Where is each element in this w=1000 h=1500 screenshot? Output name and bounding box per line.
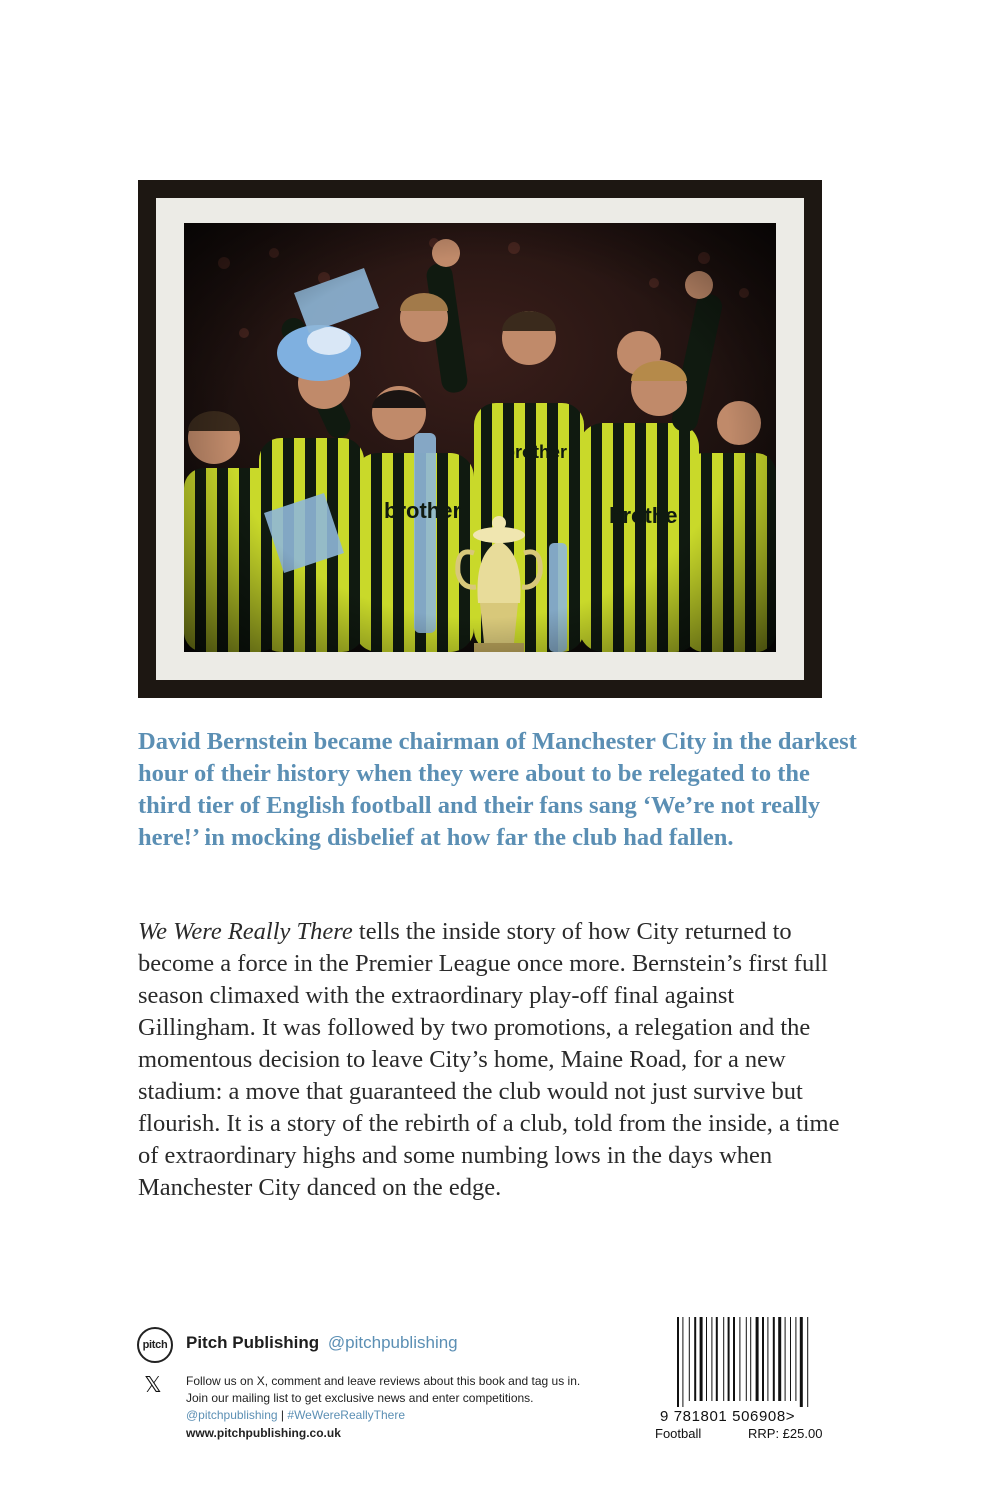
- publisher-line: [186, 1333, 458, 1353]
- x-icon: 𝕏: [144, 1372, 162, 1397]
- barcode-bar: [723, 1317, 724, 1401]
- barcode-bar: [733, 1317, 735, 1401]
- barcode-bar: [739, 1317, 740, 1401]
- barcode-bar: [785, 1317, 786, 1401]
- barcode-bar: [778, 1317, 781, 1401]
- barcode-bar: [677, 1317, 679, 1407]
- barcode-bar: [773, 1317, 775, 1401]
- tag-handle[interactable]: @pitchpublishing: [186, 1408, 278, 1422]
- barcode-bar: [728, 1317, 730, 1401]
- barcode-bar: [700, 1317, 703, 1401]
- barcode-bar: [790, 1317, 791, 1401]
- publisher-handle[interactable]: @pitchpublishing: [327, 1333, 458, 1352]
- website-link[interactable]: www.pitchpublishing.co.uk: [186, 1426, 341, 1440]
- blurb-body: [138, 916, 858, 1204]
- barcode-bar: [750, 1317, 751, 1401]
- hashtag[interactable]: #WeWereReallyThere: [287, 1408, 405, 1422]
- barcode-bar: [800, 1317, 803, 1407]
- barcode-bar: [711, 1317, 712, 1401]
- barcode-bar: [706, 1317, 707, 1401]
- follow-line-1: Follow us on X, comment and leave reviews about this book and tag us in.: [186, 1374, 581, 1388]
- publisher-name: Pitch Publishing: [186, 1333, 320, 1352]
- cover-photo: [184, 223, 776, 652]
- barcode-bar: [694, 1317, 696, 1401]
- blurb-lead: David Bernstein became chairman of Manchester City in the darkest hour of their history when they were about to be relegated to the third tier of English football and their fans sang ‘We’re not really here!’ in mocking disbelief at how far the club had fallen.: [138, 728, 857, 851]
- barcode-bar: [716, 1317, 718, 1401]
- photo-frame: [138, 180, 822, 698]
- barcode-bar: [682, 1317, 683, 1407]
- celebration-illustration: [184, 223, 776, 652]
- book-category: Football: [655, 1426, 702, 1441]
- barcode-bar: [746, 1317, 747, 1401]
- barcode-bar: [762, 1317, 764, 1401]
- barcode-bar: [689, 1317, 690, 1401]
- barcode-bar: [807, 1317, 808, 1407]
- pitch-logo: pitch: [137, 1327, 173, 1363]
- photo-mat: [156, 198, 804, 680]
- book-price: RRP: £25.00: [748, 1426, 823, 1441]
- social-tags: [186, 1407, 405, 1424]
- barcode: [675, 1317, 825, 1409]
- blurb-body-text: tells the inside story of how City returned to become a force in the Premier League once more. Bernstein’s first full season climaxed with the extraordinary play-off final against Gillingham. It was followed by two promotions, a relegation and the momentous decision to leave City’s home, Maine Road, for a new stadium: a move that guaranteed the club would not just survive but flourish. It is a story of the rebirth of a club, told from the inside, a time of extraordinary highs and some numbing lows in the days when Manchester City danced on the edge.: [138, 918, 840, 1201]
- barcode-bar: [767, 1317, 768, 1401]
- follow-line-2: Join our mailing list to get exclusive news and enter competitions.: [186, 1391, 534, 1405]
- barcode-bar: [756, 1317, 759, 1401]
- isbn-number: 9 781801 506908>: [660, 1408, 796, 1425]
- barcode-bar: [795, 1317, 796, 1401]
- book-title: We Were Really There: [138, 918, 353, 945]
- tag-separator: |: [280, 1408, 285, 1422]
